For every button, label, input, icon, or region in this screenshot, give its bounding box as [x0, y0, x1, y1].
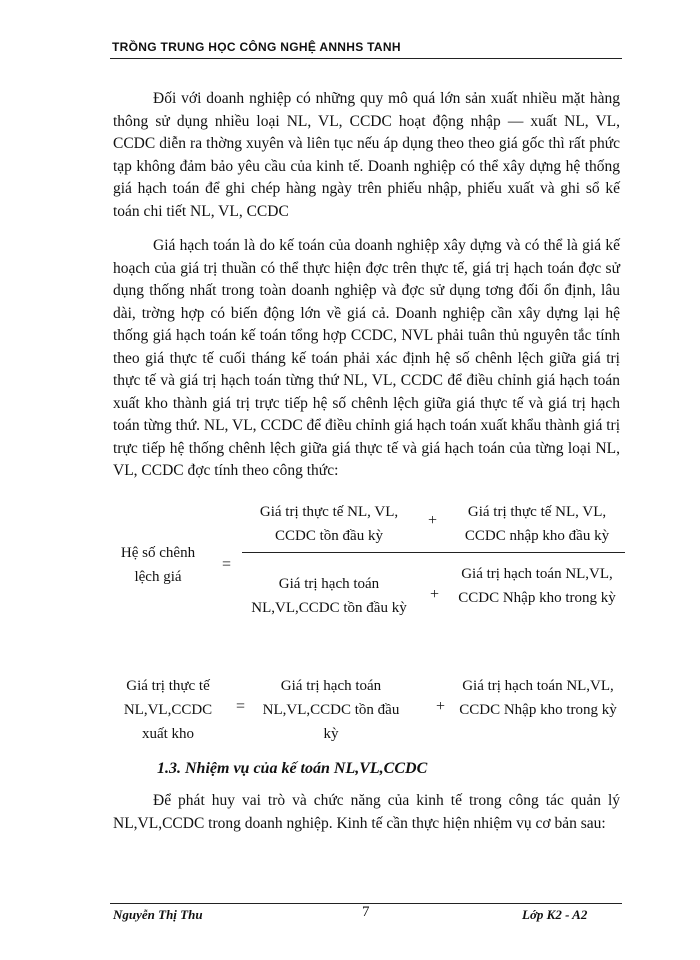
footer-class: Lớp K2 - A2 [522, 907, 588, 922]
footer-author: Nguyễn Thị Thu [113, 907, 203, 922]
page-header: TRỒNG TRUNG HỌC CÔNG NGHỆ ANNHS TANH [112, 40, 401, 54]
paragraph-1: Đối với doanh nghiệp có những quy mô quá lớn sản xuất nhiều mặt hàng thông sử dụng nhiều loại NL, VL, CCDC hoạt động nhập — xuất NL, VL, CCDC diễn ra thờng xuyên và liên tục nếu áp dụng theo theo giá gốc thì rất phức tạp không đảm bảo yêu cầu của kinh tế. Doanh nghiệp có thể xây dựng hệ thống giá hạch toán để ghi chép hàng ngày trên phiếu nhập, phiếu xuất và ghi sổ kế toán chi tiết NL, VL, CCDC [113, 90, 620, 220]
section-heading: 1.3. Nhiệm vụ của kế toán NL,VL,CCDC [157, 760, 428, 777]
formula-1-numerator-a: Giá trị thực tế NL, VL, CCDC tồn đầu kỳ [259, 504, 399, 544]
paragraph-2: Giá hạch toán là do kế toán của doanh nghiệp xây dựng và có thể là giá kế hoạch của giá trị thuần có thể thực hiện đợc trên thực tế, giá trị hạch toán đợc sử dụng thống nhất trong toàn doanh nghiệp và đợc sử dụng tơng đối ổn định, lâu dài, trờng hợp có biến động lớn về giá cả. Doanh nghiệp cần xây dựng lại hệ thống giá hạch toán kế toán tổng hợp CCDC, NVL phải tuân thủ nguyên tắc tính theo giá thực tế cuối tháng kế toán phải xác định hệ số chênh lệch giữa giá trị thực tế và giá trị hạch toán từng thứ NL, VL, CCDC để điều chỉnh giá hạch toán xuất kho thành giá trị trực tiếp hệ số chênh lệch giữa giá thực tế và giá trị hạch toán từng thứ. NL, VL, CCDC để điều chỉnh giá hạch toán xuất khẩu thành giá trị trực tiếp hệ thống chênh lệch giữa giá thực tế và giá hạch toán của từng loại NL, VL, CCDC đợc tính theo công thức: [113, 237, 620, 479]
formula-1-denominator-plus: + [430, 586, 440, 603]
formula-1-numerator-b: Giá trị thực tế NL, VL, CCDC nhập kho đầu kỳ [464, 504, 610, 544]
formula-2-equals: = [236, 698, 246, 715]
page-number: 7 [362, 904, 370, 920]
fraction-line [242, 552, 625, 553]
formula-1-numerator-plus: + [428, 512, 438, 529]
header-divider [110, 58, 622, 59]
formula-1-lhs: Hệ số chênh lệch giá [120, 545, 196, 585]
formula-2-lhs: Giá trị thực tế NL,VL,CCDC xuất kho [123, 678, 213, 742]
formula-2-plus: + [436, 698, 446, 715]
formula-1-denominator-a: Giá trị hạch toán NL,VL,CCDC tồn đầu kỳ [251, 576, 407, 616]
formula-1-equals: = [222, 556, 232, 573]
formula-2-term-a: Giá trị hạch toán NL,VL,CCDC tồn đầu kỳ [262, 678, 400, 742]
paragraph-3: Để phát huy vai trò và chức năng của kinh tế trong công tác quản lý NL,VL,CCDC trong doanh nghiệp. Kinh tế cần thực hiện nhiệm vụ cơ bản sau: [113, 792, 620, 832]
formula-1-denominator-b: Giá trị hạch toán NL,VL, CCDC Nhập kho trong kỳ [458, 566, 616, 606]
formula-2-term-b: Giá trị hạch toán NL,VL, CCDC Nhập kho trong kỳ [459, 678, 617, 718]
